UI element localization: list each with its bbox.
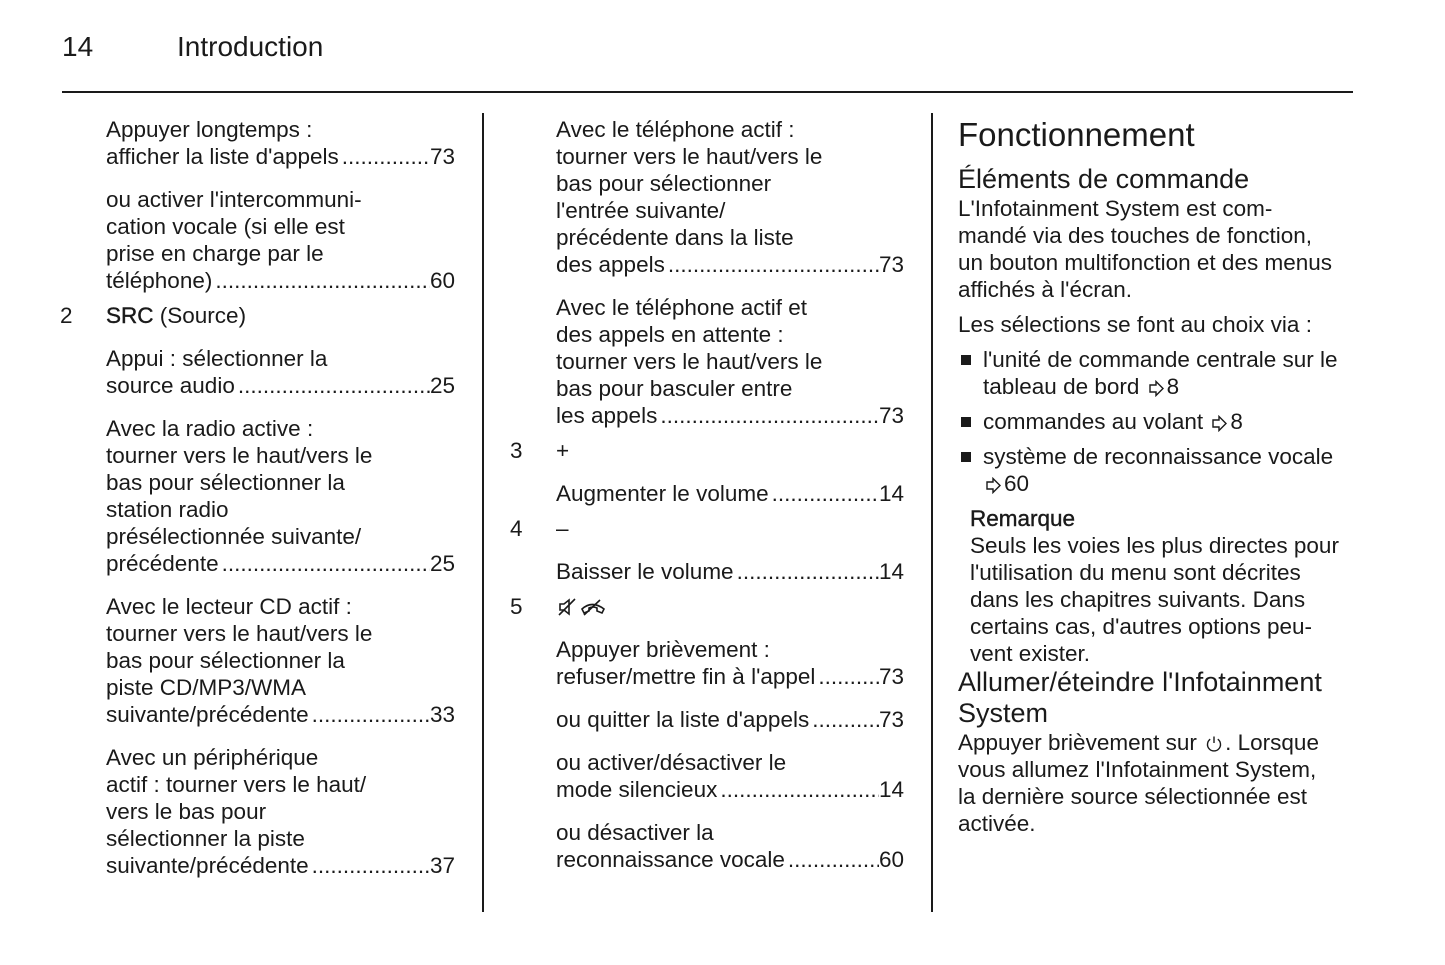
- text-line: piste CD/MP3/WMA: [106, 675, 307, 700]
- bullet-icon: [961, 452, 971, 462]
- paragraph: [556, 636, 904, 690]
- dot-leader: [809, 706, 879, 733]
- paragraph: [958, 195, 1354, 303]
- text-line: tableau de bord: [983, 374, 1140, 399]
- paragraph: [106, 593, 455, 728]
- paragraph: [556, 294, 904, 429]
- text-line: tourner vers le haut/vers le: [556, 349, 823, 374]
- page-ref: 60: [429, 268, 455, 293]
- bullet-icon: [961, 355, 971, 365]
- header-rule: [62, 91, 1353, 93]
- page-reference-arrow-icon: [1211, 415, 1228, 432]
- paragraph: [106, 345, 455, 399]
- toc-entry: [556, 776, 904, 803]
- toc-entry: [556, 558, 904, 585]
- text-line: commandes au volant: [983, 409, 1204, 434]
- text-line: Les sélections se font au choix via :: [958, 312, 1312, 337]
- toc-entry: [106, 267, 455, 294]
- page-ref: 73: [878, 403, 904, 428]
- dot-leader: [339, 143, 430, 170]
- page-ref: 73: [878, 664, 904, 689]
- text-line: un bouton multifonction et des menus: [958, 250, 1332, 275]
- page-ref: 25: [429, 551, 455, 576]
- dot-leader: [212, 267, 430, 294]
- bullet-item: [958, 408, 1354, 435]
- text-line: Seuls les voies les plus directes pour: [970, 533, 1339, 558]
- column-3: [958, 116, 1354, 837]
- column-1: [60, 116, 455, 879]
- text-line: ou activer l'intercommuni-: [106, 187, 362, 212]
- text-line: dans les chapitres suivants. Dans: [970, 587, 1306, 612]
- dot-leader: [309, 852, 430, 879]
- dot-leader: [665, 251, 879, 278]
- page-ref: 25: [429, 373, 455, 398]
- page-reference-arrow-icon: [985, 477, 1002, 494]
- toc-entry: [556, 402, 904, 429]
- entry-text: les appels: [556, 403, 658, 428]
- dot-leader: [717, 776, 879, 803]
- paragraph: [556, 116, 904, 278]
- text-line: prise en charge par le: [106, 241, 324, 266]
- paragraph: [106, 116, 455, 170]
- text-line: vers le bas pour: [106, 799, 267, 824]
- dot-leader: [734, 558, 879, 585]
- text-line: activée.: [958, 811, 1036, 836]
- toc-entry: [556, 706, 904, 733]
- paragraph: [106, 186, 455, 294]
- item-4: [510, 515, 904, 542]
- toc-entry: [556, 846, 904, 873]
- item-number: 3: [510, 438, 523, 463]
- text-line: système de reconnaissance vocale: [983, 444, 1334, 469]
- note-title: Remarque: [970, 506, 1076, 531]
- dot-leader: [815, 663, 879, 690]
- page-ref: 14: [878, 777, 904, 802]
- text-line: tourner vers le haut/vers le: [556, 144, 823, 169]
- text-line: Avec la radio active :: [106, 416, 314, 441]
- page-ref: 8: [1230, 409, 1243, 434]
- text-line: bas pour sélectionner: [556, 171, 772, 196]
- mute-hangup-icon: [558, 597, 610, 617]
- dot-leader: [309, 701, 430, 728]
- page-ref: 14: [878, 481, 904, 506]
- toc-entry: [106, 372, 455, 399]
- page-title: Introduction: [177, 31, 324, 62]
- text-line: bas pour sélectionner la: [106, 648, 345, 673]
- page-ref: 73: [878, 707, 904, 732]
- text-line: affichés à l'écran.: [958, 277, 1132, 302]
- text-line: l'utilisation du menu sont décrites: [970, 560, 1301, 585]
- text-line: . Lorsque: [1225, 730, 1319, 755]
- subsection-heading: [958, 667, 1354, 729]
- note-box: [970, 505, 1354, 667]
- dot-leader: [235, 372, 430, 399]
- text-line: précédente dans la liste: [556, 225, 794, 250]
- entry-text: source audio: [106, 373, 235, 398]
- paragraph: [556, 480, 904, 507]
- paragraph: [106, 415, 455, 577]
- entry-text: téléphone): [106, 268, 213, 293]
- entry-text: ou quitter la liste d'appels: [556, 707, 810, 732]
- page-ref: 8: [1166, 374, 1180, 399]
- text-line: L'Infotainment System est com-: [958, 196, 1273, 221]
- text-line: la dernière source sélectionnée est: [958, 784, 1307, 809]
- item-number: 4: [510, 516, 523, 541]
- text-line: des appels en attente :: [556, 322, 784, 347]
- toc-entry: [106, 143, 455, 170]
- page-number: 14: [62, 31, 94, 62]
- text-line: mandé via des touches de fonction,: [958, 223, 1312, 248]
- bullet-item: [958, 443, 1354, 497]
- entry-text: mode silencieux: [556, 777, 718, 802]
- text-line: station radio: [106, 497, 229, 522]
- column-divider-1: [482, 113, 484, 912]
- entry-text: suivante/précédente: [106, 853, 309, 878]
- text-line: ou désactiver la: [556, 820, 714, 845]
- page-ref: 33: [429, 702, 455, 727]
- text-line: Appuyer longtemps :: [106, 117, 313, 142]
- dot-leader: [219, 550, 430, 577]
- item-number: 2: [60, 303, 73, 328]
- paragraph: [556, 706, 904, 733]
- text-line: l'unité de commande centrale sur le: [983, 347, 1338, 372]
- subsection-heading: Éléments de commande: [958, 164, 1250, 194]
- text-line: présélectionnée suivante/: [106, 524, 362, 549]
- paragraph: [556, 558, 904, 585]
- dot-leader: [785, 846, 879, 873]
- text-line: Avec le lecteur CD actif :: [106, 594, 352, 619]
- text-line: tourner vers le haut/vers le: [106, 621, 373, 646]
- plus-symbol: +: [556, 438, 570, 463]
- item-3: [510, 437, 904, 464]
- text-line: Avec un périphérique: [106, 745, 319, 770]
- column-divider-2: [931, 113, 933, 912]
- item-number: 5: [510, 594, 523, 619]
- section-heading: Fonctionnement: [958, 116, 1195, 153]
- entry-text: refuser/mettre fin à l'appel: [556, 664, 816, 689]
- text-line: Appui : sélectionner la: [106, 346, 328, 371]
- text-line: certains cas, d'autres options peu-: [970, 614, 1312, 639]
- column-2: [510, 116, 904, 873]
- entry-text: suivante/précédente: [106, 702, 309, 727]
- text-line: Appuyer brièvement sur: [958, 730, 1197, 755]
- entry-text: des appels: [556, 252, 665, 277]
- page-ref: 60: [1004, 471, 1030, 496]
- text-line: bas pour basculer entre: [556, 376, 793, 401]
- page-ref: 73: [878, 252, 904, 277]
- minus-symbol: –: [556, 516, 569, 541]
- power-icon: [1205, 735, 1223, 753]
- toc-entry: [556, 663, 904, 690]
- text-line: cation vocale (si elle est: [106, 214, 345, 239]
- entry-text: Augmenter le volume: [556, 481, 769, 506]
- paragraph: [958, 729, 1354, 837]
- text-line: sélectionner la piste: [106, 826, 305, 851]
- entry-text: précédente: [106, 551, 219, 576]
- item-2: [60, 302, 455, 329]
- dot-leader: [769, 480, 879, 507]
- heading-line: System: [958, 698, 1049, 728]
- entry-text: Baisser le volume: [556, 559, 734, 584]
- page-reference-arrow-icon: [1148, 380, 1165, 397]
- toc-entry: [106, 550, 455, 577]
- text-line: Avec le téléphone actif et: [556, 295, 808, 320]
- text-line: ou activer/désactiver le: [556, 750, 787, 775]
- text-line: l'entrée suivante/: [556, 198, 726, 223]
- text-line: vent exister.: [970, 641, 1091, 666]
- item-label: (Source): [159, 303, 247, 328]
- page-ref: 60: [878, 847, 904, 872]
- text-line: tourner vers le haut/vers le: [106, 443, 373, 468]
- page-ref: 73: [429, 144, 455, 169]
- src-key-label: SRC: [106, 303, 154, 328]
- text-line: Appuyer brièvement :: [556, 637, 770, 662]
- page-ref: 37: [429, 853, 455, 878]
- paragraph: [958, 311, 1354, 338]
- toc-entry: [556, 251, 904, 278]
- entry-text: reconnaissance vocale: [556, 847, 785, 872]
- text-line: Avec le téléphone actif :: [556, 117, 795, 142]
- heading-line: Allumer/éteindre l'Infotainment: [958, 667, 1322, 697]
- bullet-item: [958, 346, 1354, 400]
- text-line: bas pour sélectionner la: [106, 470, 345, 495]
- dot-leader: [657, 402, 879, 429]
- paragraph: [556, 819, 904, 873]
- bullet-icon: [961, 417, 971, 427]
- paragraph: [556, 749, 904, 803]
- item-5: [510, 593, 904, 620]
- text-line: vous allumez l'Infotainment System,: [958, 757, 1317, 782]
- entry-text: afficher la liste d'appels: [106, 144, 339, 169]
- toc-entry: [106, 701, 455, 728]
- page-ref: 14: [878, 559, 904, 584]
- toc-entry: [556, 480, 904, 507]
- toc-entry: [106, 852, 455, 879]
- text-line: actif : tourner vers le haut/: [106, 772, 367, 797]
- paragraph: [106, 744, 455, 879]
